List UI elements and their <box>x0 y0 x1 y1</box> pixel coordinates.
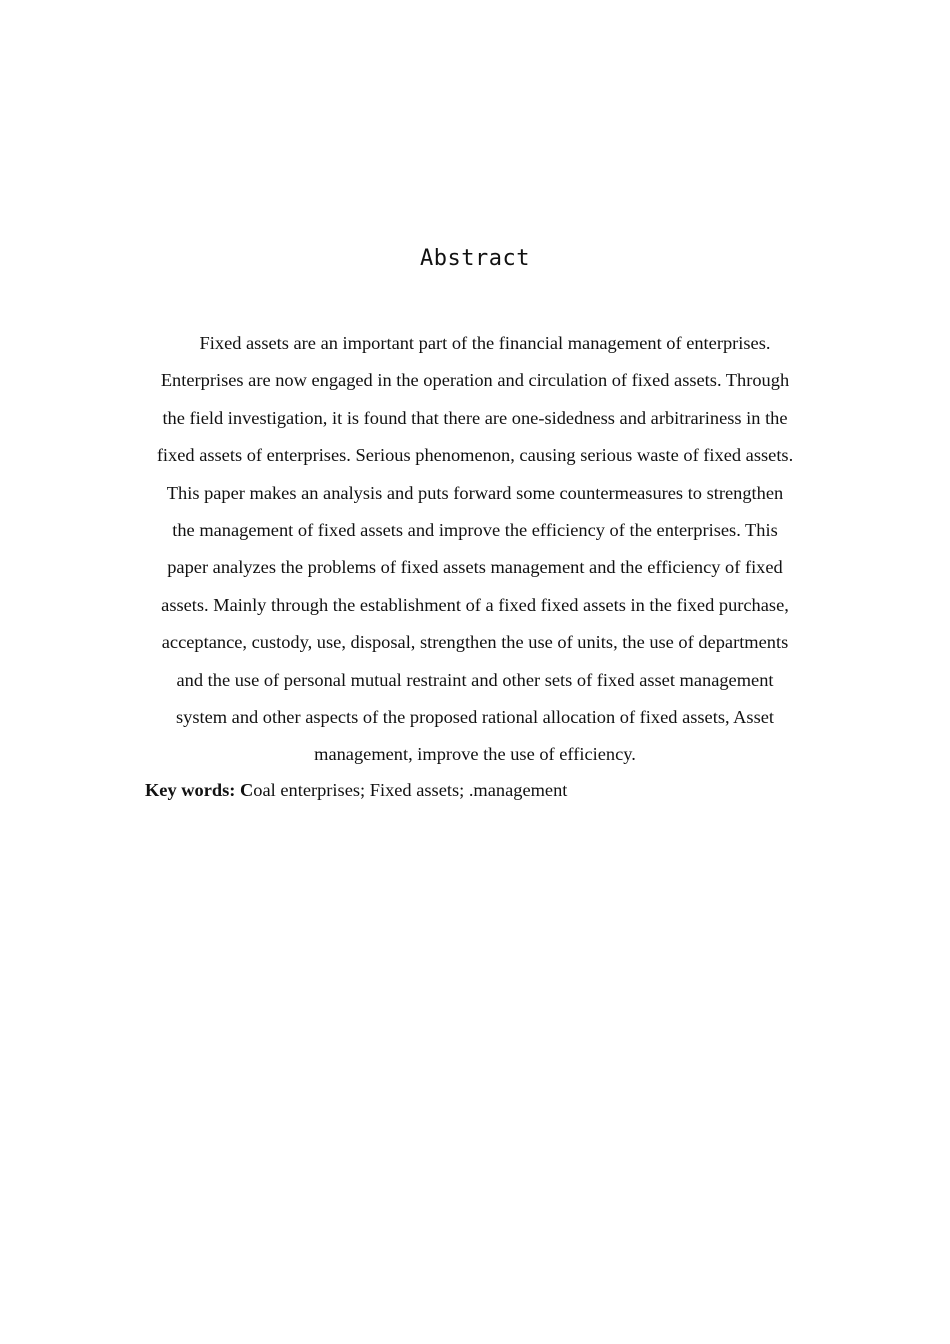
keywords-list: oal enterprises; Fixed assets; .management <box>253 780 568 800</box>
abstract-line: management, improve the use of efficiency. <box>314 744 636 765</box>
keywords-line <box>145 772 567 809</box>
abstract-body <box>140 325 810 774</box>
abstract-line: Fixed assets are an important part of the financial management of enterprises. <box>199 333 771 353</box>
abstract-line: This paper makes an analysis and puts forward some countermeasures to strengthen <box>166 482 784 503</box>
abstract-line: acceptance, custody, use, disposal, strengthen the use of units, the use of departments <box>161 632 789 653</box>
keywords-label: Key words: <box>145 780 241 800</box>
abstract-line: the management of fixed assets and improve the efficiency of the enterprises. This <box>172 520 778 541</box>
keywords-first-letter: C <box>240 780 254 800</box>
abstract-line: fixed assets of enterprises. Serious phenomenon, causing serious waste of fixed assets. <box>156 445 794 466</box>
abstract-title: Abstract <box>420 246 530 271</box>
abstract-line: the field investigation, it is found that there are one-sidedness and arbitrariness in the <box>162 407 788 428</box>
abstract-line: assets. Mainly through the establishment of a fixed fixed assets in the fixed purchase, <box>161 594 789 615</box>
abstract-line: Enterprises are now engaged in the operation and circulation of fixed assets. Through <box>160 370 790 391</box>
abstract-line: system and other aspects of the proposed rational allocation of fixed assets, Asset <box>175 707 775 728</box>
abstract-line: and the use of personal mutual restraint and other sets of fixed asset management <box>176 669 774 690</box>
abstract-line: paper analyzes the problems of fixed assets management and the efficiency of fixed <box>167 557 783 578</box>
